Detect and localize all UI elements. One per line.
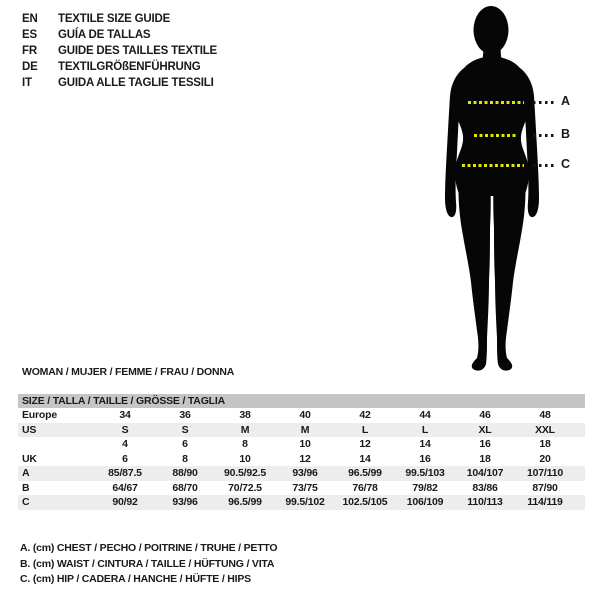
table-cell: 12 <box>299 452 311 465</box>
table-row <box>18 437 585 452</box>
table-cell: 18 <box>479 452 491 465</box>
legend-line-waist: B. (cm) WAIST / CINTURA / TAILLE / HÜFTUNG / VITA <box>20 557 275 570</box>
silhouette-right-leg <box>493 168 525 371</box>
language-row <box>22 59 217 75</box>
table-cell: L <box>421 423 429 436</box>
measure-line-chest <box>420 94 600 108</box>
chest-dash-icon <box>468 101 524 104</box>
language-title: GUÍA DE TALLAS <box>58 29 151 41</box>
language-row <box>22 43 217 59</box>
language-code: EN <box>22 13 38 25</box>
table-cell: 114/119 <box>527 496 563 508</box>
table-row <box>18 466 585 481</box>
table-cell: XXL <box>535 423 555 436</box>
legend-line-chest: A. (cm) CHEST / PECHO / POITRINE / TRUHE / PETTO <box>20 542 278 554</box>
table-row <box>18 452 585 467</box>
measure-label-c: C <box>561 157 571 171</box>
table-cell: 73/75 <box>292 481 318 494</box>
table-cell: 36 <box>179 409 191 421</box>
table-cell: 96.5/99 <box>348 467 382 479</box>
row-label: US <box>22 423 37 436</box>
table-cell: 85/87.5 <box>108 467 142 479</box>
table-cell: 106/109 <box>406 496 444 508</box>
table-cell: 83/86 <box>472 481 498 494</box>
row-label: C <box>22 496 30 508</box>
table-cell: 6 <box>122 452 128 465</box>
language-title: TEXTILGRÖßENFÜHRUNG <box>58 61 201 73</box>
language-row <box>22 75 217 91</box>
table-cell: 14 <box>419 438 431 450</box>
table-cell: 107/110 <box>527 467 563 479</box>
table-cell: 90/92 <box>112 496 138 508</box>
table-cell: 76/78 <box>352 481 378 494</box>
table-cell: 99.5/103 <box>405 467 445 479</box>
gender-heading: WOMAN / MUJER / FEMME / FRAU / DONNA <box>22 366 235 378</box>
row-label: Europe <box>22 409 57 421</box>
language-title: GUIDE DES TAILLES TEXTILE <box>58 45 217 57</box>
table-cell: 79/82 <box>412 481 438 494</box>
table-cell: 48 <box>539 409 551 421</box>
table-cell: 16 <box>419 452 431 465</box>
table-cell: 93/96 <box>172 496 198 508</box>
table-cell: 44 <box>419 409 431 421</box>
table-cell: 10 <box>239 452 251 465</box>
table-row <box>18 408 585 423</box>
language-code: IT <box>22 77 32 89</box>
table-cell: 6 <box>182 438 188 450</box>
table-cell: 90.5/92.5 <box>224 467 266 479</box>
language-title: GUIDA ALLE TAGLIE TESSILI <box>58 77 214 89</box>
language-row <box>22 11 217 27</box>
table-row <box>18 423 585 438</box>
measurement-figure <box>420 0 600 380</box>
measure-label-b: B <box>561 127 571 141</box>
table-cell: 14 <box>359 452 371 465</box>
table-cell: 88/90 <box>172 467 198 479</box>
table-cell: L <box>361 423 369 436</box>
table-cell: S <box>121 423 129 436</box>
hip-dash-icon <box>462 164 524 167</box>
table-cell: M <box>300 423 310 436</box>
table-cell: 8 <box>242 438 248 450</box>
table-cell: 99.5/102 <box>285 496 325 508</box>
language-code: FR <box>22 45 37 57</box>
table-cell: 38 <box>239 409 251 421</box>
chest-pointer-dash-icon <box>533 101 557 104</box>
table-cell: 93/96 <box>292 467 318 479</box>
table-cell: 12 <box>359 438 371 450</box>
table-cell: 46 <box>479 409 491 421</box>
measure-line-hip <box>420 157 600 171</box>
language-title: TEXTILE SIZE GUIDE <box>58 13 171 25</box>
table-cell: 20 <box>539 452 551 465</box>
measure-line-waist <box>420 127 600 141</box>
table-cell: XL <box>478 423 492 436</box>
table-cell: 87/90 <box>532 481 558 494</box>
table-row <box>18 495 585 510</box>
woman-silhouette-icon <box>440 0 544 380</box>
legend-line-hip: C. (cm) HIP / CADERA / HANCHE / HÜFTE / HIPS <box>20 573 251 585</box>
table-cell: 40 <box>299 409 311 421</box>
table-cell: 34 <box>119 409 131 421</box>
language-row <box>22 27 217 43</box>
row-label <box>18 437 95 452</box>
table-cell: 18 <box>539 438 551 450</box>
table-cell: 8 <box>182 452 188 465</box>
measurement-legend <box>20 541 277 588</box>
language-header <box>22 11 217 91</box>
measure-label-a: A <box>561 94 571 108</box>
row-label: B <box>22 481 30 494</box>
table-row <box>18 481 585 496</box>
waist-pointer-dash-icon <box>533 134 557 137</box>
size-table-body <box>18 408 585 510</box>
row-label: A <box>22 467 30 479</box>
table-cell: M <box>240 423 250 436</box>
table-cell: 102.5/105 <box>342 496 388 508</box>
table-cell: 4 <box>122 438 128 450</box>
table-cell: S <box>181 423 189 436</box>
table-cell: 96.5/99 <box>228 496 262 508</box>
language-code: ES <box>22 29 37 41</box>
row-label: UK <box>22 452 37 465</box>
table-cell: 16 <box>479 438 491 450</box>
table-cell: 104/107 <box>466 467 504 479</box>
table-cell: 68/70 <box>172 481 198 494</box>
size-table <box>18 394 585 510</box>
table-cell: 110/113 <box>467 496 503 508</box>
table-cell: 10 <box>299 438 311 450</box>
size-table-header: SIZE / TALLA / TAILLE / GRÖSSE / TAGLIA <box>18 394 585 408</box>
language-code: DE <box>22 61 38 73</box>
waist-dash-icon <box>474 134 517 137</box>
silhouette-left-leg <box>459 168 491 371</box>
hip-pointer-dash-icon <box>533 164 557 167</box>
table-cell: 42 <box>359 409 371 421</box>
table-cell: 64/67 <box>112 481 138 494</box>
table-cell: 70/72.5 <box>228 481 262 494</box>
